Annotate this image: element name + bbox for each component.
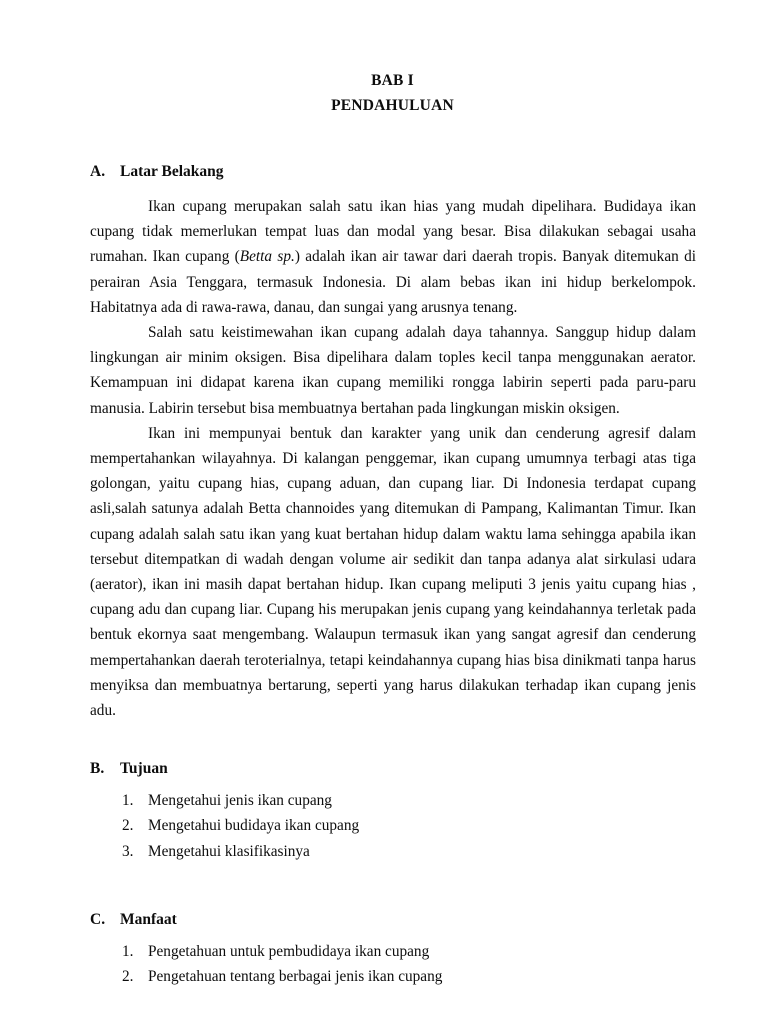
list-item-label: Mengetahui klasifikasinya — [148, 842, 310, 860]
list-item-label: Mengetahui jenis ikan cupang — [148, 792, 332, 810]
section-title-tujuan: Tujuan — [120, 760, 168, 778]
chapter-title-block — [90, 62, 695, 118]
section-heading-tujuan — [90, 759, 695, 779]
list-item-number: 1. — [122, 942, 134, 960]
section-marker-c: C. — [90, 910, 106, 928]
paragraph-2: Salah satu keistimewahan ikan cupang adalah daya tahannya. Sanggup hidup dalam lingkungan air minim oksigen. Bisa dipelihara dalam toples kecil tanpa menggunakan aerator. Kemampuan ini didapat karena ikan cupang memiliki rongga labirin seperti pada paru-paru manusia. Labirin tersebut bisa membuatnya bertahan pada lingkungan miskin oksigen. — [90, 324, 696, 417]
manfaat-list — [90, 939, 695, 989]
species-name-italic: Betta sp. — [239, 248, 295, 266]
chapter-title: PENDAHULUAN — [331, 97, 454, 114]
tujuan-list — [90, 788, 695, 864]
list-item-number: 1. — [122, 792, 134, 810]
list-item-label: Pengetahuan untuk pembudidaya ikan cupang — [148, 942, 430, 960]
paragraph-3: Ikan ini mempunyai bentuk dan karakter yang unik dan cenderung agresif dalam mempertahankan wilayahnya. Di kalangan penggemar, ikan cupang umumnya terbagi atas tiga golongan, yaitu cupang hias, cupang aduan, dan cupang liar. Di Indonesia terdapat cupang asli,salah satunya adalah Betta channoides yang ditemukan di Pampang, Kalimantan Timur. Ikan cupang adalah salah satu ikan yang kuat bertahan hidup dalam waktu lama sehingga apabila ikan tersebut ditempatkan di wadah dengan volume air sedikit dan tanpa adanya alat sirkulasi udara (aerator), ikan ini masih dapat bertahan hidup. Ikan cupang meliputi 3 jenis yaitu cupang hias , cupang adu dan cupang liar. Cupang his merupakan jenis cupang yang keindahannya terletak pada bentuk ekornya saat mengembang. Walaupun termasuk ikan yang sangat agresif dan cenderung mempertahankan daerah teroterialnya, tetapi keindahannya cupang hias bisa dinikmati tanpa harus menyiksa dan membuatnya bertarung, seperti yang harus dilakukan terhadap ikan cupang jenis adu. — [90, 424, 696, 720]
chapter-label: BAB I — [371, 72, 414, 89]
section-marker-b: B. — [90, 760, 105, 778]
latar-belakang-body — [90, 194, 696, 723]
section-heading-latar-belakang — [90, 162, 695, 182]
list-item — [90, 964, 695, 989]
list-item-number: 2. — [122, 968, 134, 986]
list-item — [90, 939, 695, 964]
paragraph-1-text-after-italic: ) adalah ikan air tawar dari daerah tropis. Banyak ditemukan di perairan Asia Tenggara, termasuk Indonesia. Di alam bebas ikan ini hidup berkelompok. Habitatnya ada di rawa-rawa, danau, dan sungai yang arusnya tenang. — [90, 248, 696, 316]
section-title-manfaat: Manfaat — [120, 910, 177, 928]
list-item — [90, 839, 695, 864]
list-item — [90, 813, 695, 838]
list-item-label: Pengetahuan tentang berbagai jenis ikan cupang — [148, 968, 443, 986]
list-item-number: 3. — [122, 842, 134, 860]
section-marker-a: A. — [90, 163, 106, 180]
paragraph-1-text-before-italic: Ikan cupang merupakan salah satu ikan hias yang mudah dipelihara. Budidaya ikan cupang tidak memerlukan tempat luas dan modal yang besar. Bisa dilakukan sebagai usaha rumahan. Ikan cupang ( — [90, 198, 696, 266]
list-item-number: 2. — [122, 817, 134, 835]
list-item-label: Mengetahui budidaya ikan cupang — [148, 817, 360, 835]
list-item — [90, 788, 695, 813]
section-title-latar-belakang: Latar Belakang — [120, 163, 224, 180]
paragraph-1 — [90, 194, 696, 320]
section-heading-manfaat — [90, 910, 695, 930]
